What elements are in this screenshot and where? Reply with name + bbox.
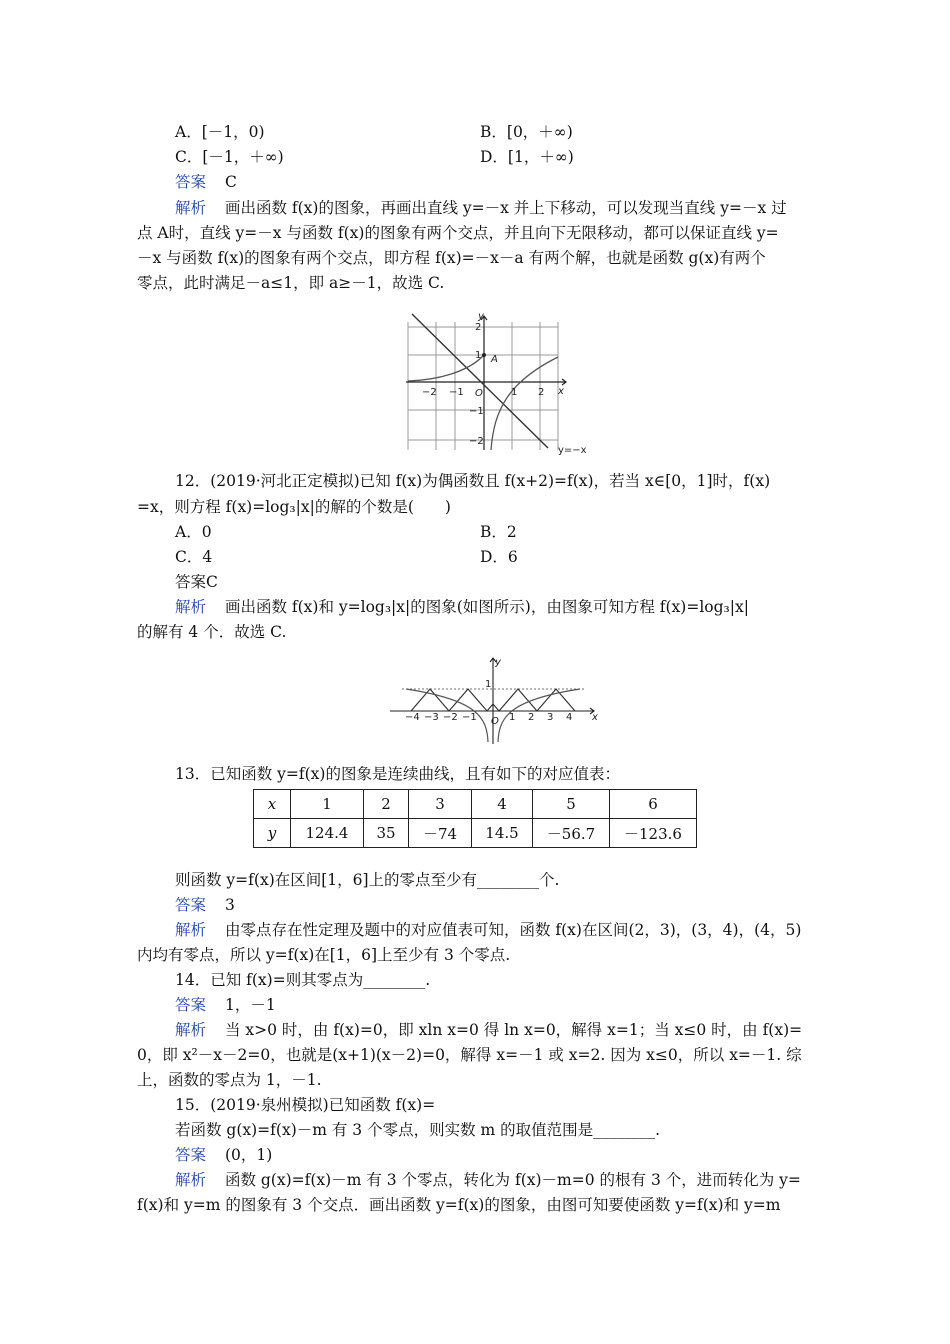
q13-question: 则函数 y=f(x)在区间[1，6]上的零点至少有________个. <box>175 871 560 889</box>
analysis-label: 解析 <box>175 1171 207 1189</box>
analysis-text: 画出函数 f(x)的图象，再画出直线 y=－x 并上下移动，可以发现当直线 y=－x 过 <box>224 199 787 217</box>
x-tick: 2 <box>538 387 545 398</box>
q14-analysis-line-1 <box>175 1019 802 1041</box>
table-cell: 3 <box>409 790 472 819</box>
table-cell: 35 <box>364 819 409 848</box>
y-axis-label: y <box>495 657 501 668</box>
x-tick: 1 <box>511 387 518 398</box>
q12-option-c: C．4 <box>175 548 213 566</box>
origin-label: O <box>475 388 483 399</box>
y-tick: 1 <box>485 679 492 690</box>
answer-label: 答案 <box>175 173 207 191</box>
line-label: y=−x <box>558 445 587 456</box>
answer-value: C <box>224 173 237 191</box>
analysis-label: 解析 <box>175 921 207 939</box>
y-tick: 1 <box>475 350 482 361</box>
q13-analysis-line-2: 内均有零点，所以 y=f(x)在[1，6]上至少有 3 个零点. <box>137 946 511 964</box>
q11-option-b: B．[0，＋∞) <box>480 123 573 141</box>
x-tick: −3 <box>424 712 439 723</box>
point-a-label: A <box>491 354 498 365</box>
table-cell: －56.7 <box>533 819 610 848</box>
q12-option-b: B．2 <box>480 523 517 541</box>
table-cell: 1 <box>291 790 364 819</box>
q14-analysis-line-2: 0，即 x²－x－2=0，也就是(x+1)(x－2)=0，解得 x=－1 或 x=2. 因为 x≤0，所以 x=－1. 综 <box>137 1046 802 1064</box>
q13-stem: 13．已知函数 y=f(x)的图象是连续曲线，且有如下的对应值表： <box>175 765 620 783</box>
q11-analysis-line-1 <box>175 197 787 219</box>
q12-graph-figure <box>388 654 608 746</box>
analysis-text: 当 x>0 时，由 f(x)=0，即 xln x=0 得 ln x=0，解得 x=1；当 x≤0 时，由 f(x)= <box>224 1021 803 1039</box>
answer-value: 3 <box>224 896 235 914</box>
q15-analysis-line-2: f(x)和 y=m 的图象有 3 个交点．画出函数 y=f(x)的图象，由图可知要使函数 y=f(x)和 y=m <box>137 1196 781 1214</box>
x-tick: −2 <box>443 712 458 723</box>
q15-stem-line-1: 15．(2019·泉州模拟)已知函数 f(x)= <box>175 1096 436 1114</box>
answer-value: 1，－1 <box>224 996 276 1014</box>
answer-label: 答案 <box>175 996 207 1014</box>
analysis-text: 画出函数 f(x)和 y=log₃|x|的图象(如图所示)，由图象可知方程 f(x)=log₃|x| <box>224 598 749 616</box>
x-tick: −1 <box>462 712 477 723</box>
analysis-label: 解析 <box>175 1021 207 1039</box>
q12-option-d: D．6 <box>480 548 518 566</box>
q14-stem: 14．已知 f(x)=则其零点为________. <box>175 971 431 989</box>
answer-label: 答案 <box>175 1146 207 1164</box>
table-cell: 5 <box>533 790 610 819</box>
q11-option-a: A．[－1，0) <box>175 123 265 141</box>
table-cell: x <box>254 790 291 819</box>
table-cell: 6 <box>610 790 697 819</box>
q14-answer <box>175 994 276 1016</box>
q11-graph-figure <box>398 310 598 460</box>
q14-analysis-line-3: 上，函数的零点为 1，－1. <box>137 1071 322 1089</box>
q12-option-a: A．0 <box>175 523 212 541</box>
q13-analysis-line-1 <box>175 919 801 941</box>
y-axis-label: y <box>478 311 484 322</box>
q15-analysis-line-1 <box>175 1169 801 1191</box>
table-cell: 2 <box>364 790 409 819</box>
q11-analysis-line-4: 零点，此时满足－a≤1，即 a≥－1，故选 C. <box>137 274 445 292</box>
table-cell: －123.6 <box>610 819 697 848</box>
x-tick: 3 <box>547 712 554 723</box>
q12-analysis-line-1 <box>175 596 749 618</box>
x-tick: 2 <box>528 712 535 723</box>
q12-answer: 答案C <box>175 573 218 591</box>
q15-answer <box>175 1144 272 1166</box>
table-cell: 4 <box>472 790 533 819</box>
x-axis-label: x <box>558 386 564 397</box>
y-tick: −2 <box>469 436 484 447</box>
x-tick: 1 <box>509 712 516 723</box>
table-cell: 14.5 <box>472 819 533 848</box>
q11-option-d: D．[1，＋∞) <box>480 148 574 166</box>
analysis-label: 解析 <box>175 199 207 217</box>
answer-label: 答案 <box>175 896 207 914</box>
q12-analysis-line-2: 的解有 4 个．故选 C. <box>137 623 287 641</box>
q11-answer <box>175 171 237 193</box>
value-table <box>253 789 697 848</box>
q11-analysis-line-2: 点 A时，直线 y=－x 与函数 f(x)的图象有两个交点，并且向下无限移动，都可以保证直线 y= <box>137 224 779 242</box>
q11-option-c: C．[－1，＋∞) <box>175 148 284 166</box>
analysis-label: 解析 <box>175 598 207 616</box>
table-cell: y <box>254 819 291 848</box>
analysis-text: 函数 g(x)=f(x)－m 有 3 个零点，转化为 f(x)－m=0 的根有 3 个，进而转化为 y= <box>224 1171 801 1189</box>
table-row <box>254 790 697 819</box>
y-tick: −1 <box>469 406 484 417</box>
table-row <box>254 819 697 848</box>
q12-stem-line-2: =x，则方程 f(x)=log₃|x|的解的个数是( ) <box>137 498 451 516</box>
analysis-text: 由零点存在性定理及题中的对应值表可知，函数 f(x)在区间(2，3)，(3，4)，(4，5) <box>224 921 802 939</box>
x-tick: 4 <box>566 712 573 723</box>
x-tick: −4 <box>405 712 420 723</box>
q11-analysis-line-3: －x 与函数 f(x)的图象有两个交点，即方程 f(x)=－x－a 有两个解，也就是函数 g(x)有两个 <box>137 249 766 267</box>
origin-label: O <box>491 716 499 727</box>
y-tick: 2 <box>475 322 482 333</box>
table-cell: －74 <box>409 819 472 848</box>
x-axis-label: x <box>592 712 598 723</box>
x-tick: −1 <box>449 387 464 398</box>
q15-stem-line-2: 若函数 g(x)=f(x)－m 有 3 个零点，则实数 m 的取值范围是________. <box>175 1121 661 1139</box>
q12-stem-line-1: 12．(2019·河北正定模拟)已知 f(x)为偶函数且 f(x+2)=f(x)，若当 x∈[0，1]时，f(x) <box>175 472 771 490</box>
table-cell: 124.4 <box>291 819 364 848</box>
answer-value: (0，1) <box>224 1146 273 1164</box>
x-tick: −2 <box>422 387 437 398</box>
q13-answer <box>175 894 235 916</box>
